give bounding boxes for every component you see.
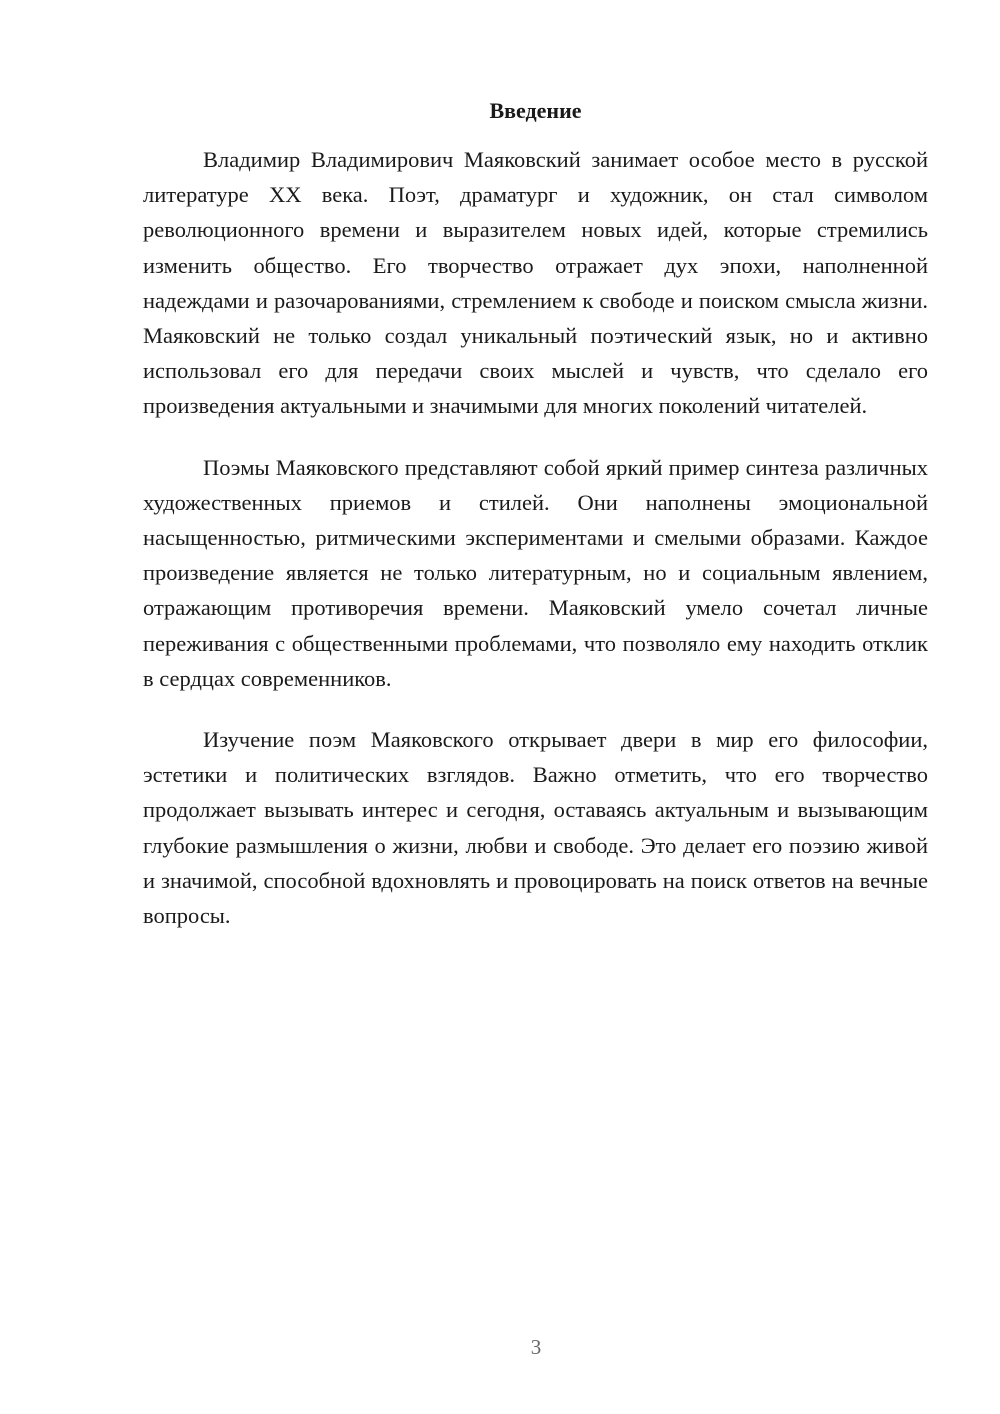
paragraph-1: Владимир Владимирович Маяковский занимает особое место в русской литературе XX века. Поэт, драматург и художник, он стал символом революционного времени и выразителем новых идей, которые стремились изменить общество. Его творчество отражает дух эпохи, наполненной надеждами и разочарованиями, стремлением к свободе и поиском смысла жизни. Маяковский не только создал уникальный поэтический язык, но и активно использовал его для передачи своих мыслей и чувств, что сделало его произведения актуальными и значимыми для многих поколений читателей.	[143, 147, 928, 419]
page-number: 3	[530, 1335, 542, 1359]
paragraph-3: Изучение поэм Маяковского открывает двери в мир его философии, эстетики и политических взглядов. Важно отметить, что его творчество продолжает вызывать интерес и сегодня, оставаясь актуальным и вызывающим глубокие размышления о жизни, любви и свободе. Это делает его поэзию живой и значимой, способной вдохновлять и провоцировать на поиск ответов на вечные вопросы.	[143, 727, 928, 929]
section-heading: Введение	[489, 98, 582, 123]
body-text	[143, 142, 928, 933]
paragraph-2: Поэмы Маяковского представляют собой яркий пример синтеза различных художественных приемов и стилей. Они наполнены эмоциональной насыщенностью, ритмическими экспериментами и смелыми образами. Каждое произведение является не только литературным, но и социальным явлением, отражающим противоречия времени. Маяковский умело сочетал личные переживания с общественными проблемами, что позволяло ему находить отклик в сердцах современников.	[143, 454, 928, 691]
